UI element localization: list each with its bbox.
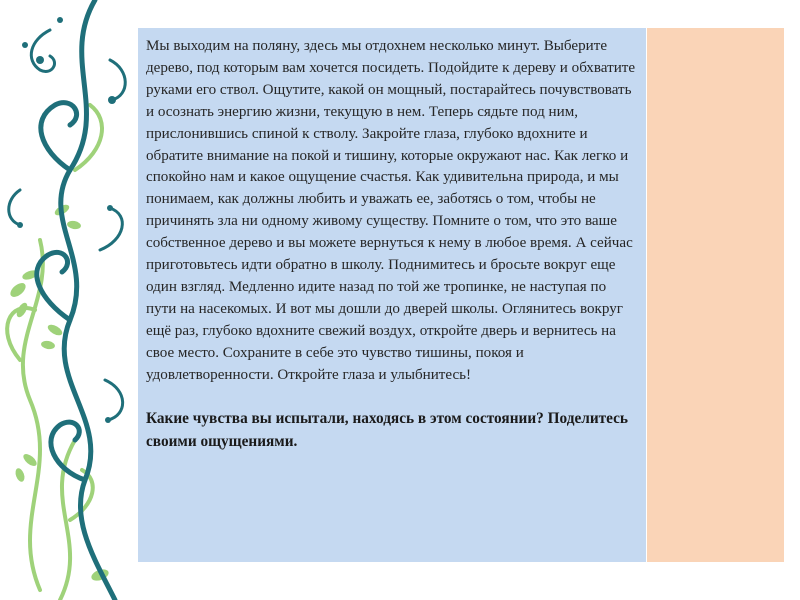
question-text: Какие чувства вы испытали, находясь в этом состоянии? Поделитесь своими ощущениями. [146,409,629,450]
relaxation-text: Мы выходим на поляну, здесь мы отдохнем несколько минут. Выберите дерево, под которым вам хочется посидеть. Подойдите к дереву и обхватите руками его ствол. Ощутите, какой он мощный, постарайтесь почувствовать и осознать энергию жизни, текущую в нем. Теперь сядьте под ним, прислонившись спиной к стволу. Закройте глаза, глубоко вдохните и обратите внимание на покой и тишину, которые окружают нас. Как легко и спокойно нам и какое ощущение счастья. Как удивительна природа, и мы понимаем, как должны любить и уважать ее, заботясь о том, чтобы не причинять зла ни одному живому существу. Помните о том, что это ваше собственное дерево и вы можете вернуться к нему в любое время. А сейчас приготовьтесь идти обратно в школу. Поднимитесь и бросьте вокруг еще один взгляд. Медленно идите назад по той же тропинке, не наступая по пути на насекомых. И вот мы дошли до дверей школы. Оглянитесь вокруг ещё раз, глубоко вдохните свежий воздух, откройте дверь и вернитесь на свое место. Сохраните в себе это чувство тишины, покоя и удовлетворенности. Откройте глаза и улыбнитесь! [146,38,636,383]
side-panel [647,28,784,562]
floral-ornament-icon [0,0,140,600]
text-panel [138,28,646,562]
